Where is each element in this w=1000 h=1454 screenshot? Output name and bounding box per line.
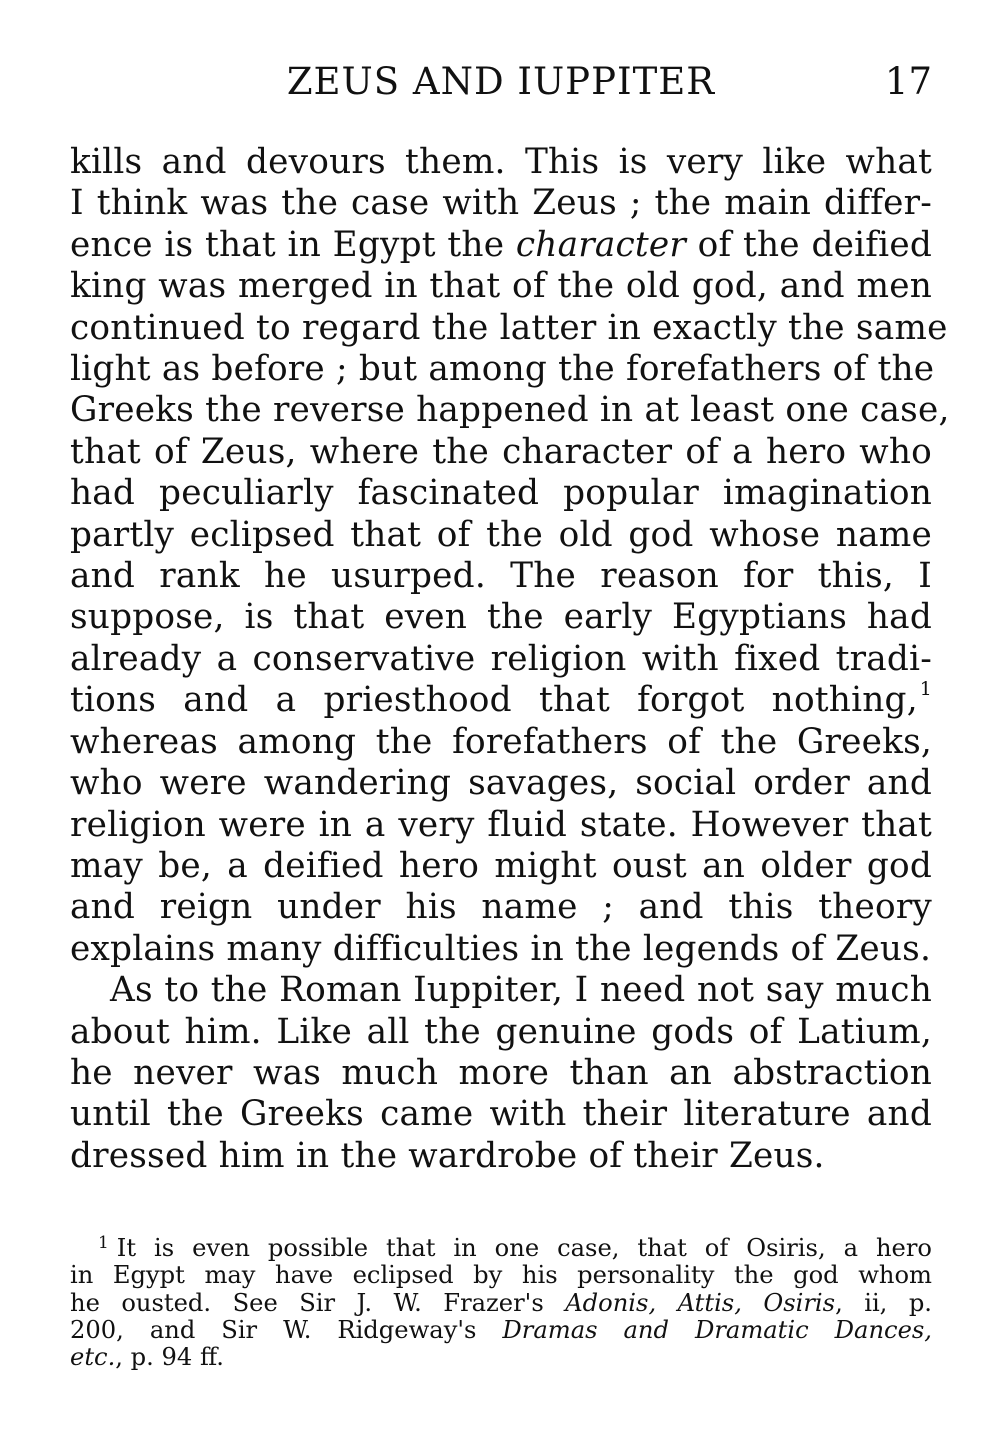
text-line: I think was the case with Zeus ; the main differ-	[70, 183, 932, 224]
footnote-marker: 1	[98, 1232, 109, 1253]
text-line: partly eclipsed that of the old god whose name	[70, 514, 932, 555]
footnote-line: in Egypt may have eclipsed by his personality the god whom	[70, 1261, 932, 1290]
text-line: Greeks the reverse happened in at least one case,	[70, 390, 950, 431]
text-line: whereas among the forefathers of the Greeks,	[70, 721, 932, 762]
text-line: explains many difficulties in the legends of Zeus.	[70, 928, 932, 969]
text-line: suppose, is that even the early Egyptians had	[70, 597, 932, 638]
text-line: dressed him in the wardrobe of their Zeus.	[70, 1135, 825, 1176]
text-line: he never was much more than an abstraction	[70, 1052, 932, 1093]
text-line	[70, 225, 932, 266]
paragraph-1	[70, 142, 950, 970]
text-run: , p. 94 ff.	[115, 1343, 224, 1372]
italic-title: Adonis, Attis, Osiris	[565, 1288, 836, 1317]
footnote-reference[interactable]: 1	[919, 678, 932, 701]
text-run: , ii, p.	[835, 1288, 932, 1317]
text-line: who were wandering savages, social order and	[70, 763, 932, 804]
text-run: It is even possible that in one case, that of Osiris, a hero	[116, 1234, 932, 1262]
text-line: until the Greeks came with their literature and	[70, 1094, 932, 1135]
text-line: continued to regard the latter in exactly the same	[70, 307, 948, 348]
italic-abbreviation: etc.	[70, 1343, 116, 1372]
text-line: had peculiarly fascinated popular imagination	[70, 473, 932, 514]
text-line	[70, 680, 932, 721]
page-number: 17	[884, 60, 932, 103]
text-line: and rank he usurped. The reason for this, I	[70, 556, 932, 597]
footnote	[70, 1232, 932, 1372]
text-line: already a conservative religion with fixed tradi-	[70, 638, 932, 679]
footnote-line	[70, 1290, 932, 1317]
footnote-line	[70, 1232, 932, 1262]
italic-word: character	[515, 224, 686, 265]
running-head	[70, 58, 932, 106]
page	[70, 58, 950, 1177]
text-line: light as before ; but among the forefathers of the	[70, 349, 935, 390]
text-line: about him. Like all the genuine gods of Latium,	[70, 1011, 932, 1052]
text-run: of the deified	[685, 224, 932, 265]
running-title: ZEUS AND IUPPITER	[286, 60, 716, 103]
text-line: and reign under his name ; and this theory	[70, 887, 932, 928]
paragraph-2	[70, 970, 932, 1177]
footnote-line	[70, 1317, 932, 1344]
text-line: kills and devours them. This is very like what	[70, 142, 932, 182]
text-line: As to the Roman Iuppiter, I need not say much	[110, 970, 932, 1011]
text-run: 200, and Sir W. Ridgeway's	[70, 1315, 503, 1344]
text-run: he ousted. See Sir J. W. Frazer's	[70, 1288, 566, 1317]
text-run: ence is that in Egypt the	[70, 224, 516, 265]
text-line: king was merged in that of the old god, and men	[70, 266, 932, 307]
text-line: that of Zeus, where the character of a hero who	[70, 431, 932, 472]
text-line: may be, a deified hero might oust an older god	[70, 845, 932, 886]
text-run: tions and a priesthood that forgot nothing,	[70, 680, 918, 721]
text-line: religion were in a very fluid state. However that	[70, 804, 932, 845]
body-text	[70, 142, 950, 1177]
footnote-line	[70, 1344, 932, 1371]
italic-title: Dramas and Dramatic Dances,	[502, 1315, 932, 1344]
